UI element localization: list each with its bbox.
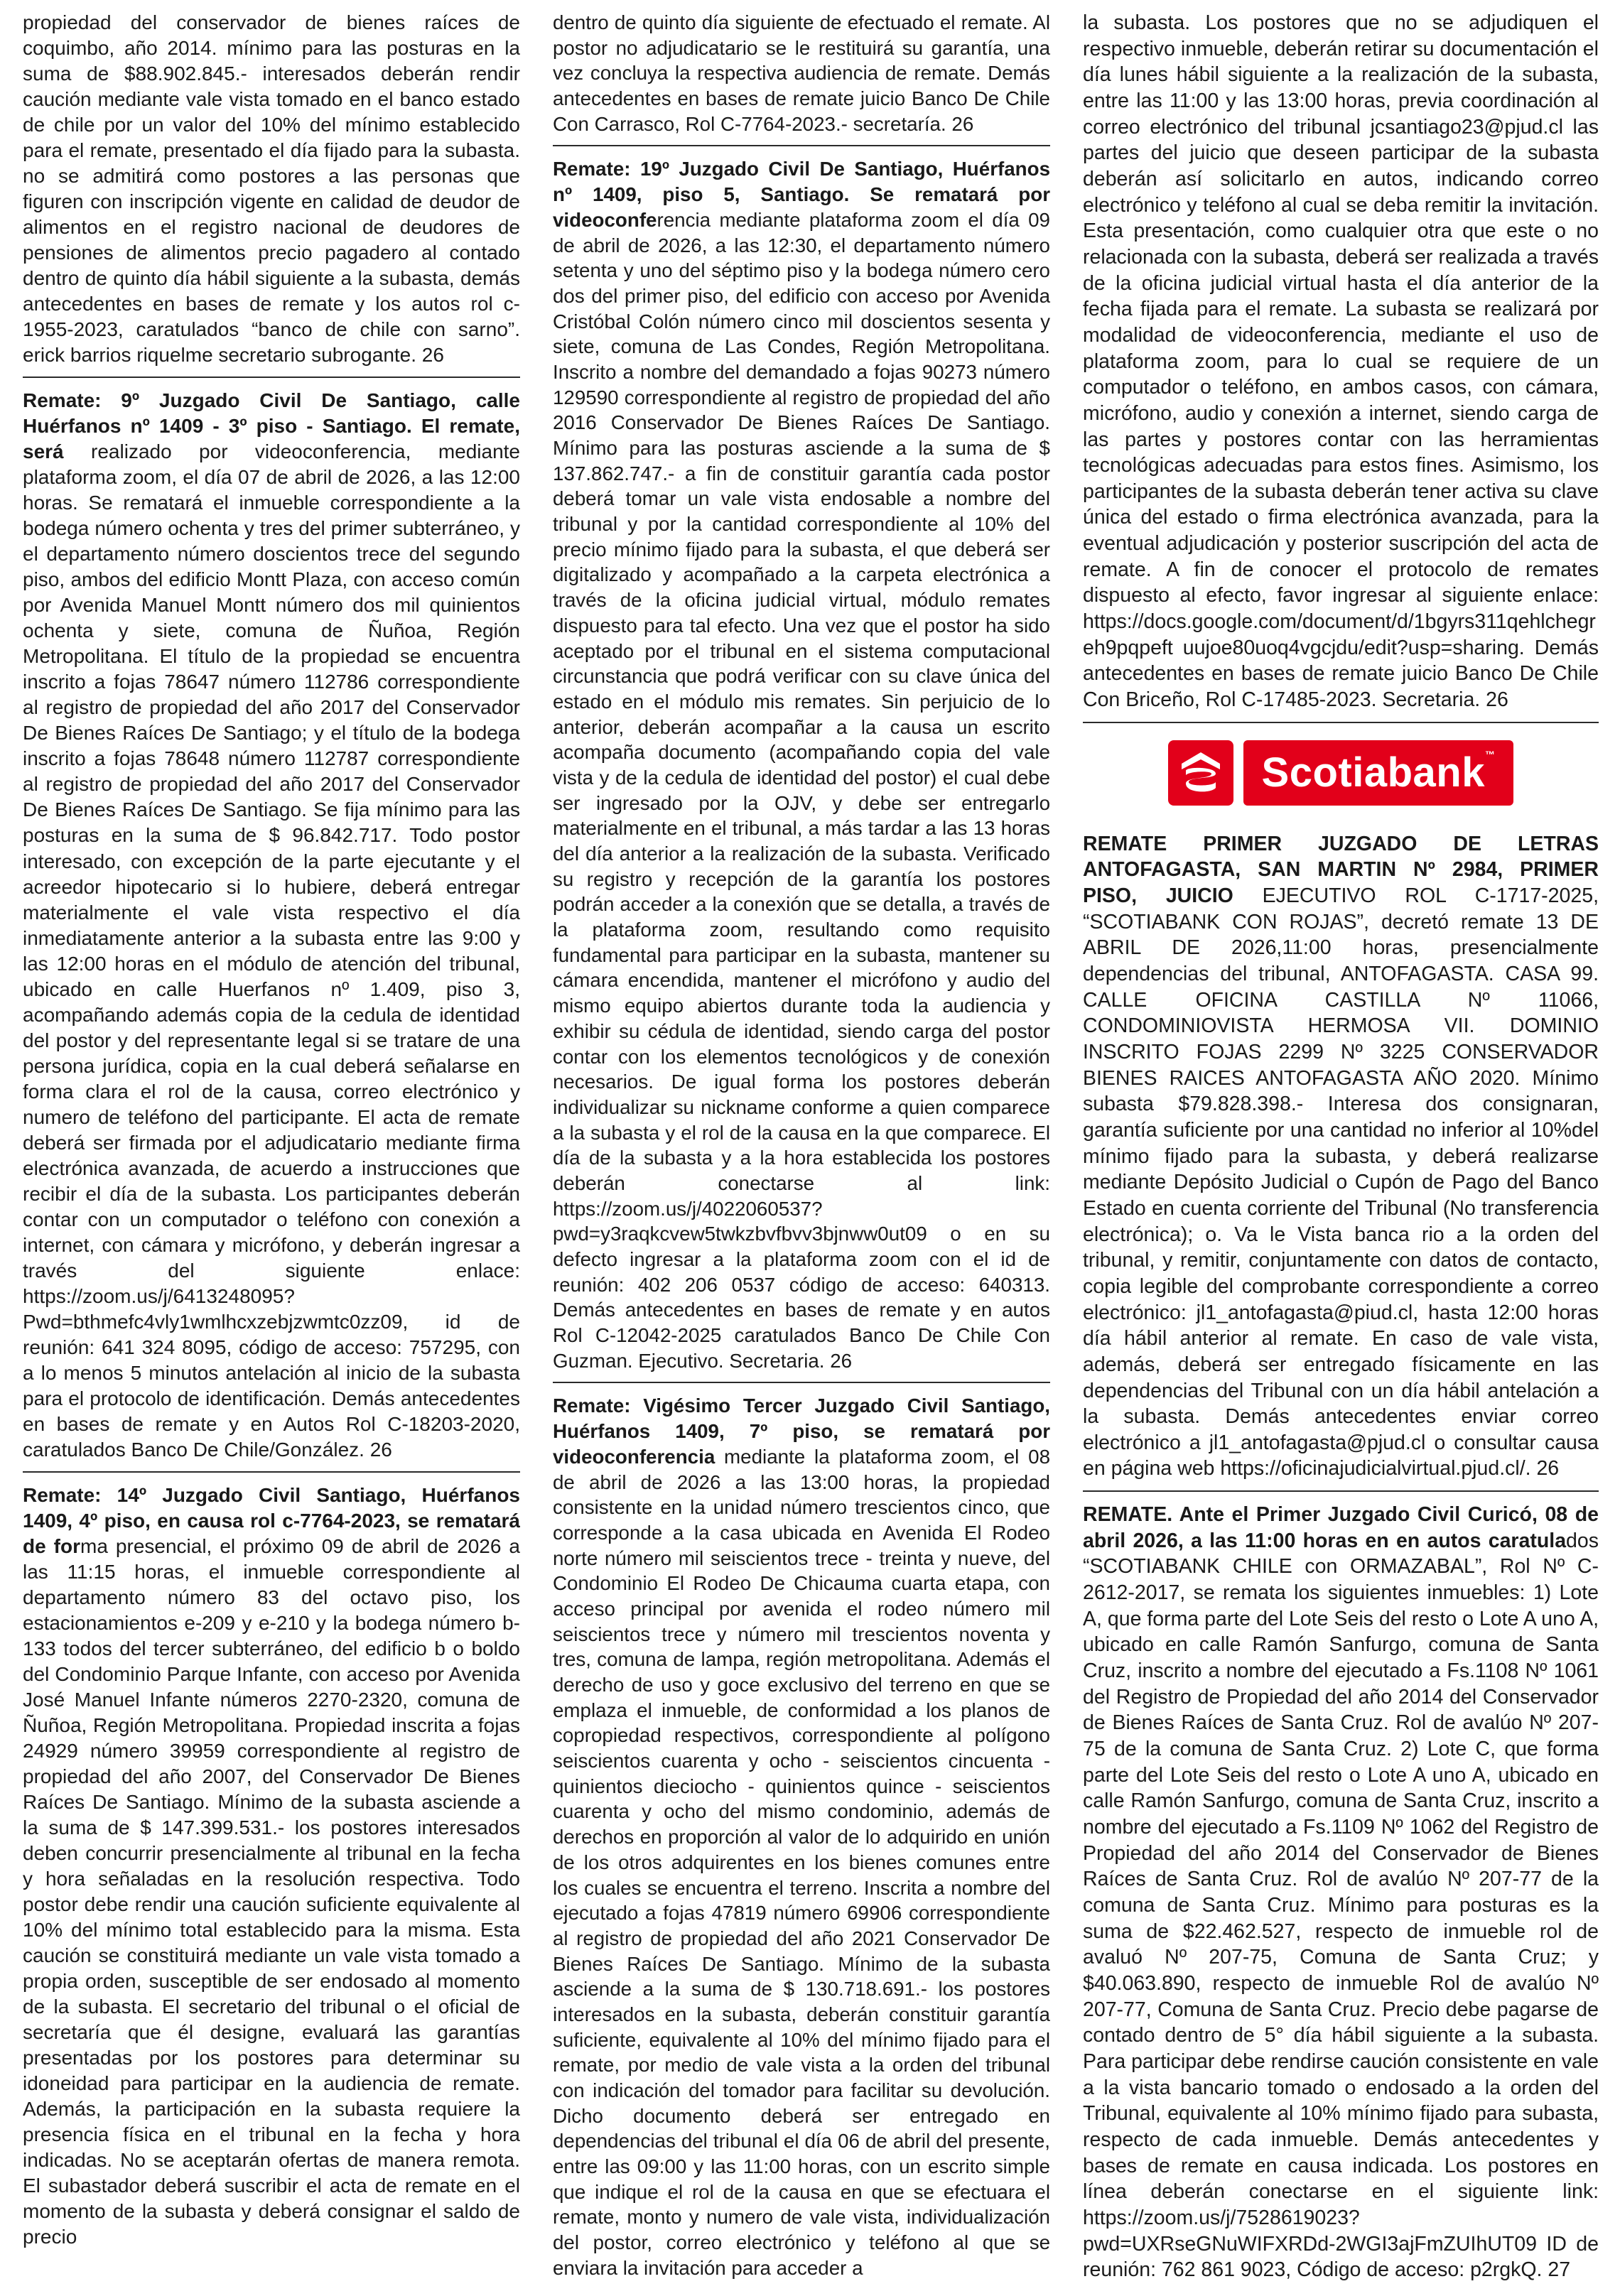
scotiabank-logo: [1083, 733, 1599, 813]
notice-body: mediante la plataforma zoom, el 08 de abril de 2026 a las 13:00 horas, la propiedad consistente en la unidad número trescientos cinco, que corresponde a la casa ubicada en Avenida El Rodeo norte número mil seiscientos trece - treinta y nueve, del Condominio El Rodeo De Chicauma cuarta etapa, con acceso principal por avenida el rodeo número mil seiscientos trece y número mil trescientos noventa y tres, comuna de lampa, región metropolitana. Además el derecho de uso y goce exclusivo del terreno en que se emplaza el inmueble, de conformidad a los planos de copropiedad respectivos, correspondiente al polígono seiscientos cuarenta y ocho - seiscientos cincuenta - quinientos dieciocho - quinientos quince - seiscientos cuarenta y ocho del mismo condominio, además de derechos en proporción al valor de lo adquirido en unión de los otros adquirentes en los bienes comunes entre los cuales se encuentra el terreno. Inscrita a nombre del ejecutado a fojas 47819 número 69906 correspondiente al registro de propiedad del año 2021 Conservador De Bienes Raíces De Santiago. Mínimo de la subasta asciende a la suma de $ 130.718.691.- los postores interesados en la subasta, deberán constituir garantía suficiente, equivalente al 10% del mínimo fijado para el remate, por medio de vale vista a la orden del tribunal con indicación del tomador para facilitar su devolución. Dicho documento deberá ser entregado en dependencias del tribunal el día 06 de abril del presente, entre las 09:00 y las 11:00 horas, con un escrito simple que indique el rol de la causa en que se efectuara el remate, monto y numero de vale vista, individualización del postor, correo electrónico y teléfono al que se enviara la invitación para acceder a: [553, 1445, 1050, 2279]
notice-continuation-carrasco: dentro de quinto día siguiente de efectuado el remate. Al postor no adjudicatario se le restituirá su garantía, una vez concluya la respectiva audiencia de remate. Demás antecedentes en bases de remate juicio Banco De Chile Con Carrasco, Rol C-7764-2023.- secretaría. 26: [553, 11, 1050, 135]
divider: [23, 1471, 520, 1473]
notice-heading: REMATE. Ante el Primer Juzgado Civil Curicó, 08 de abril 2026, a las 11:00 horas en en autos caratula: [1083, 1503, 1599, 1552]
notice-body: dos “SCOTIABANK CHILE con ORMAZABAL”, Rol Nº C-2612-2017, se remata los siguientes inmuebles: 1) Lote A, que forma parte del Lote Seis del resto o Lote A uno A, ubicado en calle Ramón Sanfurgo, comuna de Santa Cruz, inscrito a nombre del ejecutado a Fs.1108 Nº 1061 del Registro de Propiedad del año 2014 del Conservador de Bienes Raíces de Santa Cruz. Rol de avalúo Nº 207-75 de la comuna de Santa Cruz. 2) Lote C, que forma parte del Lote Seis del resto o Lote A uno A, ubicado en calle Ramón Sanfurgo, comuna de Santa Cruz, inscrito a nombre del ejecutado a Fs.1109 Nº 1062 del Registro de Propiedad del año 2014 del Conservador de Bienes Raíces de Santa Cruz. Rol de avalúo Nº 207-77 de la comuna de Santa Cruz. Mínimo para posturas es la suma de $22.462.527, respecto de inmueble rol de avaluó Nº 207-75, Comuna de Santa Cruz; y $40.063.890, respecto de inmueble Rol de avalúo Nº 207-77, Comuna de Santa Cruz. Precio debe pagarse de contado dentro de 5° día hábil siguiente a la subasta. Para participar debe rendirse caución consistente en vale a la vista bancario tomado o endosado a la orden del Tribunal, equivalente al 10% mínimo fijado para subasta, respecto de cada inmueble. Demás antecedentes y bases de remate en causa indicada. Los postores en línea deberán conectarse en el siguiente link: https://zoom.us/j/7528619023?pwd=UXRseGNuWIFXRDd-2WGI3ajFmZUIhUT09 ID de reunión: 762 861 9023, Código de acceso: p2rgkQ. 27: [1083, 1529, 1599, 2282]
column-2: [553, 10, 1050, 2281]
notice-heading: REMATE PRIMER JUZGADO DE LETRAS ANTOFAGASTA, SAN MARTIN Nº 2984, PRIMER PISO, JUICIO: [1083, 832, 1599, 908]
notice-body: EJECUTIVO ROL C-1717-2025, “SCOTIABANK CON ROJAS”, decretó remate 13 DE ABRIL DE 2026,11:00 horas, presencialmente dependencias del tribunal, ANTOFAGASTA. CASA 99. CALLE OFICINA CASTILLA Nº 11066, CONDOMINIOVISTA HERMOSA VII. DOMINIO INSCRITO FOJAS 2299 Nº 3225 CONSERVADOR BIENES RAICES ANTOFAGASTA AÑO 2020. Mínimo subasta $79.828.398.- Interesa dos consignaran, garantía suficiente por una cantidad no inferior al 10%del mínimo fijado para la subasta, y deberá realizarse mediante Depósito Judicial o Cupón de Pago del Banco Estado en cuenta corriente del Tribunal (No transferencia electrónica); o. Va le Vista banca rio a la orden del tribunal, y remitir, conjuntamente con datos de contacto, copia legible del comprobante correspondiente a correo electrónico: jl1_antofagasta@piud.cl, hasta 12:00 horas día hábil anterior al remate. En caso de vale vista, además, deberá ser entregado físicamente en las dependencias del Tribunal con un día hábil antelación a la subasta. Demás antecedentes enviar correo electrónico a jl1_antofagasta@pjud.cl o consultar causa en página web https://oficinajudicialvirtual.pjud.cl/. 26: [1083, 884, 1599, 1480]
notice-19-juzgado-civil-santiago: [553, 156, 1050, 1373]
notice-continuation-coquimbo: propiedad del conservador de bienes raíces de coquimbo, año 2014. mínimo para las posturas en la suma de $88.902.845.- interesados deberán rendir caución mediante vale vista tomado en el banco estado de chile por un valor del 10% del mínimo establecido para el remate, presentado el día fijado para la subasta. no se admitirá como postores a las personas que figuren con inscripción vigente en calidad de deudor de alimentos en el registro nacional de deudores de pensiones de alimentos precio pagadero al contado dentro de quinto día hábil siguiente a la subasta, demás antecedentes en bases de remate y los autos rol c-1955-2023, caratulados “banco de chile con sarno”. erick barrios riquelme secretario subrogante. 26: [23, 11, 520, 367]
scotiabank-s-icon: [1176, 748, 1226, 798]
notice-heading: Remate: 9º Juzgado Civil De Santiago, calle Huérfanos nº 1409 - 3º piso - Santiago. El remate, será: [23, 389, 520, 463]
divider: [553, 145, 1050, 146]
divider: [1083, 1490, 1599, 1492]
notice-body: realizado por videoconferencia, mediante plataforma zoom, el día 07 de abril de 2026, a las 12:00 horas. Se rematará el inmueble correspondiente a la bodega número ochenta y tres del primer subterráneo, y el departamento número doscientos trece del segundo piso, ambos del edificio Montt Plaza, con acceso común por Avenida Manuel Montt número dos mil quinientos ochenta y siete, comuna de Ñuñoa, Región Metropolitana. El título de la propiedad se encuentra inscrito a fojas 78647 número 112786 correspondiente al registro de propiedad del año 2017 del Conservador De Bienes Raíces De Santiago; y el título de la bodega inscrito a fojas 78648 número 112787 correspondiente al registro de propiedad del año 2017 del Conservador De Bienes Raíces De Santiago. Se fija mínimo para las posturas en la suma de $ 96.842.717. Todo postor interesado, con excepción de la parte ejecutante y el acreedor hipotecario si lo hubiere, deberá entregar materialmente el vale vista respectivo el día inmediatamente anterior a la subasta entre las 9:00 y las 12:00 horas en el módulo de atención del tribunal, ubicado en calle Huerfanos nº 1.409, piso 3, acompañando además copia de la cedula de identidad del postor y del representante legal si se tratare de una persona jurídica, copia en la cual deberá señalarse en forma clara el rol de la causa, correo electrónico y numero de teléfono del participante. El acta de remate deberá ser firmada por el adjudicatario mediante firma electrónica avanzada, de acuerdo a instrucciones que recibir el día de la subasta. Los participantes deberán contar con un computador o teléfono con conexión a internet, con cámara y micrófono, y deberán ingresar a través del siguiente enlace: https://zoom.us/j/6413248095?Pwd=bthmefc4vly1wmlhcxzebjzwmtc0zz09, id de reunión: 641 324 8095, código de acceso: 757295, con a lo menos 5 minutos antelación al inicio de la subasta para el protocolo de identificación. Demás antecedentes en bases de remate y en Autos Rol C-18203-2020, caratulados Banco De Chile/González. 26: [23, 440, 520, 1461]
notice-body: rencia mediante plataforma zoom el día 09 de abril de 2026, a las 12:30, el departamento número setenta y uno del séptimo piso y la bodega número cero dos del primer piso, del edificio con acceso por Avenida Cristóbal Colón número cinco mil doscientos sesenta y siete, comuna de Las Condes, Región Metropolitana. Inscrito a nombre del demandado a fojas 90273 número 129590 correspondiente al registro de propiedad del año 2016 Conservador De Bienes Raíces De Santiago. Mínimo para las posturas asciende a la suma de $ 137.862.747.- a fin de constituir garantía cada postor deberá tomar un vale vista endosable a nombre del tribunal y por la cantidad correspondiente al 10% del precio mínimo fijado para la subasta, el que deberá ser digitalizado y acompañado a la carpeta electrónica a través de la oficina judicial virtual, módulo remates dispuesto para tal efecto. Una vez que el postor ha sido aceptado por el tribunal en el sistema computacional circunstancia que podrá verificar con su clave única del estado en el módulo mis remates. Sin perjuicio de lo anterior, deberán acompañar a la causa un escrito acompaña documento (acompañando copia del vale vista y de la cedula de identidad del postor) el cual debe ser ingresado por la OJV, y debe ser entregarlo materialmente en el tribunal, a más tardar a las 13 horas del día anterior a la realización de la subasta. Verificado su registro y recepción de la garantía los postores podrán acceder a la conexión que se detalla, a través de la plataforma zoom, resultando como requisito fundamental para participar en la subasta, mantener su cámara encendida, mantener el micrófono y audio del mismo equipo abiertos durante toda la audiencia y exhibir su cédula de identidad, siendo carga del postor contar con los elementos tecnológicos y de conexión necesarios. De igual forma los postores deberán individualizar su nickname conforme a quien comparece a la subasta y el rol de la causa en la que comparece. El día de la subasta y a la hora establecida los postores deberán conectarse al link: https://zoom.us/j/4022060537?pwd=y3raqkcvew5twkzbvfbvv3bjnww0ut09 o en su defecto ingresar a la plataforma zoom con el id de reunión: 402 206 0537 código de acceso: 640313. Demás antecedentes en bases de remate y en autos Rol C-12042-2025 caratulados Banco De Chile Con Guzman. Ejecutivo. Secretaria. 26: [553, 208, 1050, 1372]
notice-heading: Remate: Vigésimo Tercer Juzgado Civil Santiago, Huérfanos 1409, 7º piso, se rematará por videoconferencia: [553, 1395, 1050, 1468]
notice-body: ma presencial, el próximo 09 de abril de 2026 a las 11:15 horas, el inmueble correspondiente al departamento número 83 del octavo piso, los estacionamientos e-209 y e-210 y la bodega número b-133 todos del tercer subterráneo, del edificio b o boldo del Condominio Parque Infante, con acceso por Avenida José Manuel Infante números 2270-2320, comuna de Ñuñoa, Región Metropolitana. Propiedad inscrita a fojas 24929 número 39959 correspondiente al registro de propiedad del año 2007, del Conservador De Bienes Raíces De Santiago. Mínimo de la subasta asciende a la suma de $ 147.399.531.- los postores interesados deben concurrir presencialmente al tribunal en la fecha y hora señaladas en la resolución respectiva. Todo postor debe rendir una caución suficiente equivalente al 10% del mínimo total establecido para la misma. Esta caución se constituirá mediante un vale vista tomado a propia orden, susceptible de ser endosado al momento de la subasta. El secretario del tribunal o el oficial de secretaría que él designe, evaluará las garantías presentadas por los postores para determinar su idoneidad para participar en la audiencia de remate. Además, la participación en la subasta requiere la presencia física en el tribunal en la fecha y hora indicadas. No se aceptarán ofertas de manera remota. El subastador deberá suscribir el acta de remate en el momento de la subasta y deberá consignar el saldo de precio: [23, 1534, 520, 2248]
scotiabank-logo-icon: [1168, 740, 1233, 806]
column-1: [23, 10, 520, 2250]
notice-23-juzgado-civil-santiago: [553, 1393, 1050, 2280]
notice-continuation-briceno: la subasta. Los postores que no se adjudiquen el respectivo inmueble, deberán retirar su documentación el día lunes hábil siguiente a la realización de la subasta, entre las 11:00 y las 13:00 horas, previa coordinación al correo electrónico del tribunal jcsantiago23@pjud.cl las partes del juicio que deseen participar de la subasta deberán así solicitarlo en autos, indicando correo electrónico y teléfono al cual se deba remitir la invitación. Esta presentación, como cualquier otra que este o no relacionada con la subasta, deberá ser realizada a través de la oficina judicial virtual hasta el día anterior de la fecha fijada para el remate. La subasta se realizará por modalidad de videoconferencia, mediante el uso de plataforma zoom, para lo cual se requiere de un computador o teléfono, en ambos casos, con cámara, micrófono, audio y conexión a internet, siendo carga de las partes y postores contar con las herramientas tecnológicas adecuadas para estos fines. Asimismo, los participantes de la subasta deberán tener activa su clave única del estado o firma electrónica avanzada, para la eventual adjudicación y posterior suscripción del acta de remate. A fin de conocer el protocolo de remates dispuesto al efecto, favor ingresar al siguiente enlace: https://docs.google.com/document/d/1bgyrs311qehlchegreh9pqpeft uujoe80uoq4vgcjdu/edit?usp=sharing. Demás antecedentes en bases de remate juicio Banco De Chile Con Briceño, Rol C-17485-2023. Secretaria. 26: [1083, 11, 1599, 712]
notice-heading: Remate: 14º Juzgado Civil Santiago, Huérfanos 1409, 4º piso, en causa rol c-7764-2023, se rematará de for: [23, 1483, 520, 1557]
notice-primer-juzgado-antofagasta: [1083, 831, 1599, 1482]
column-3: [1083, 10, 1599, 2283]
divider: [23, 377, 520, 378]
spacer: [1083, 813, 1599, 831]
notice-9-juzgado-civil-santiago: [23, 388, 520, 1463]
scotiabank-wordmark: Scotiabank™: [1243, 740, 1514, 806]
divider: [553, 1382, 1050, 1383]
notice-primer-juzgado-curico: [1083, 1502, 1599, 2283]
notice-heading: Remate: 19º Juzgado Civil De Santiago, Huérfanos nº 1409, piso 5, Santiago. Se rematará por videoconfe: [553, 158, 1050, 231]
notice-14-juzgado-civil-santiago: [23, 1483, 520, 2250]
divider: [1083, 722, 1599, 723]
